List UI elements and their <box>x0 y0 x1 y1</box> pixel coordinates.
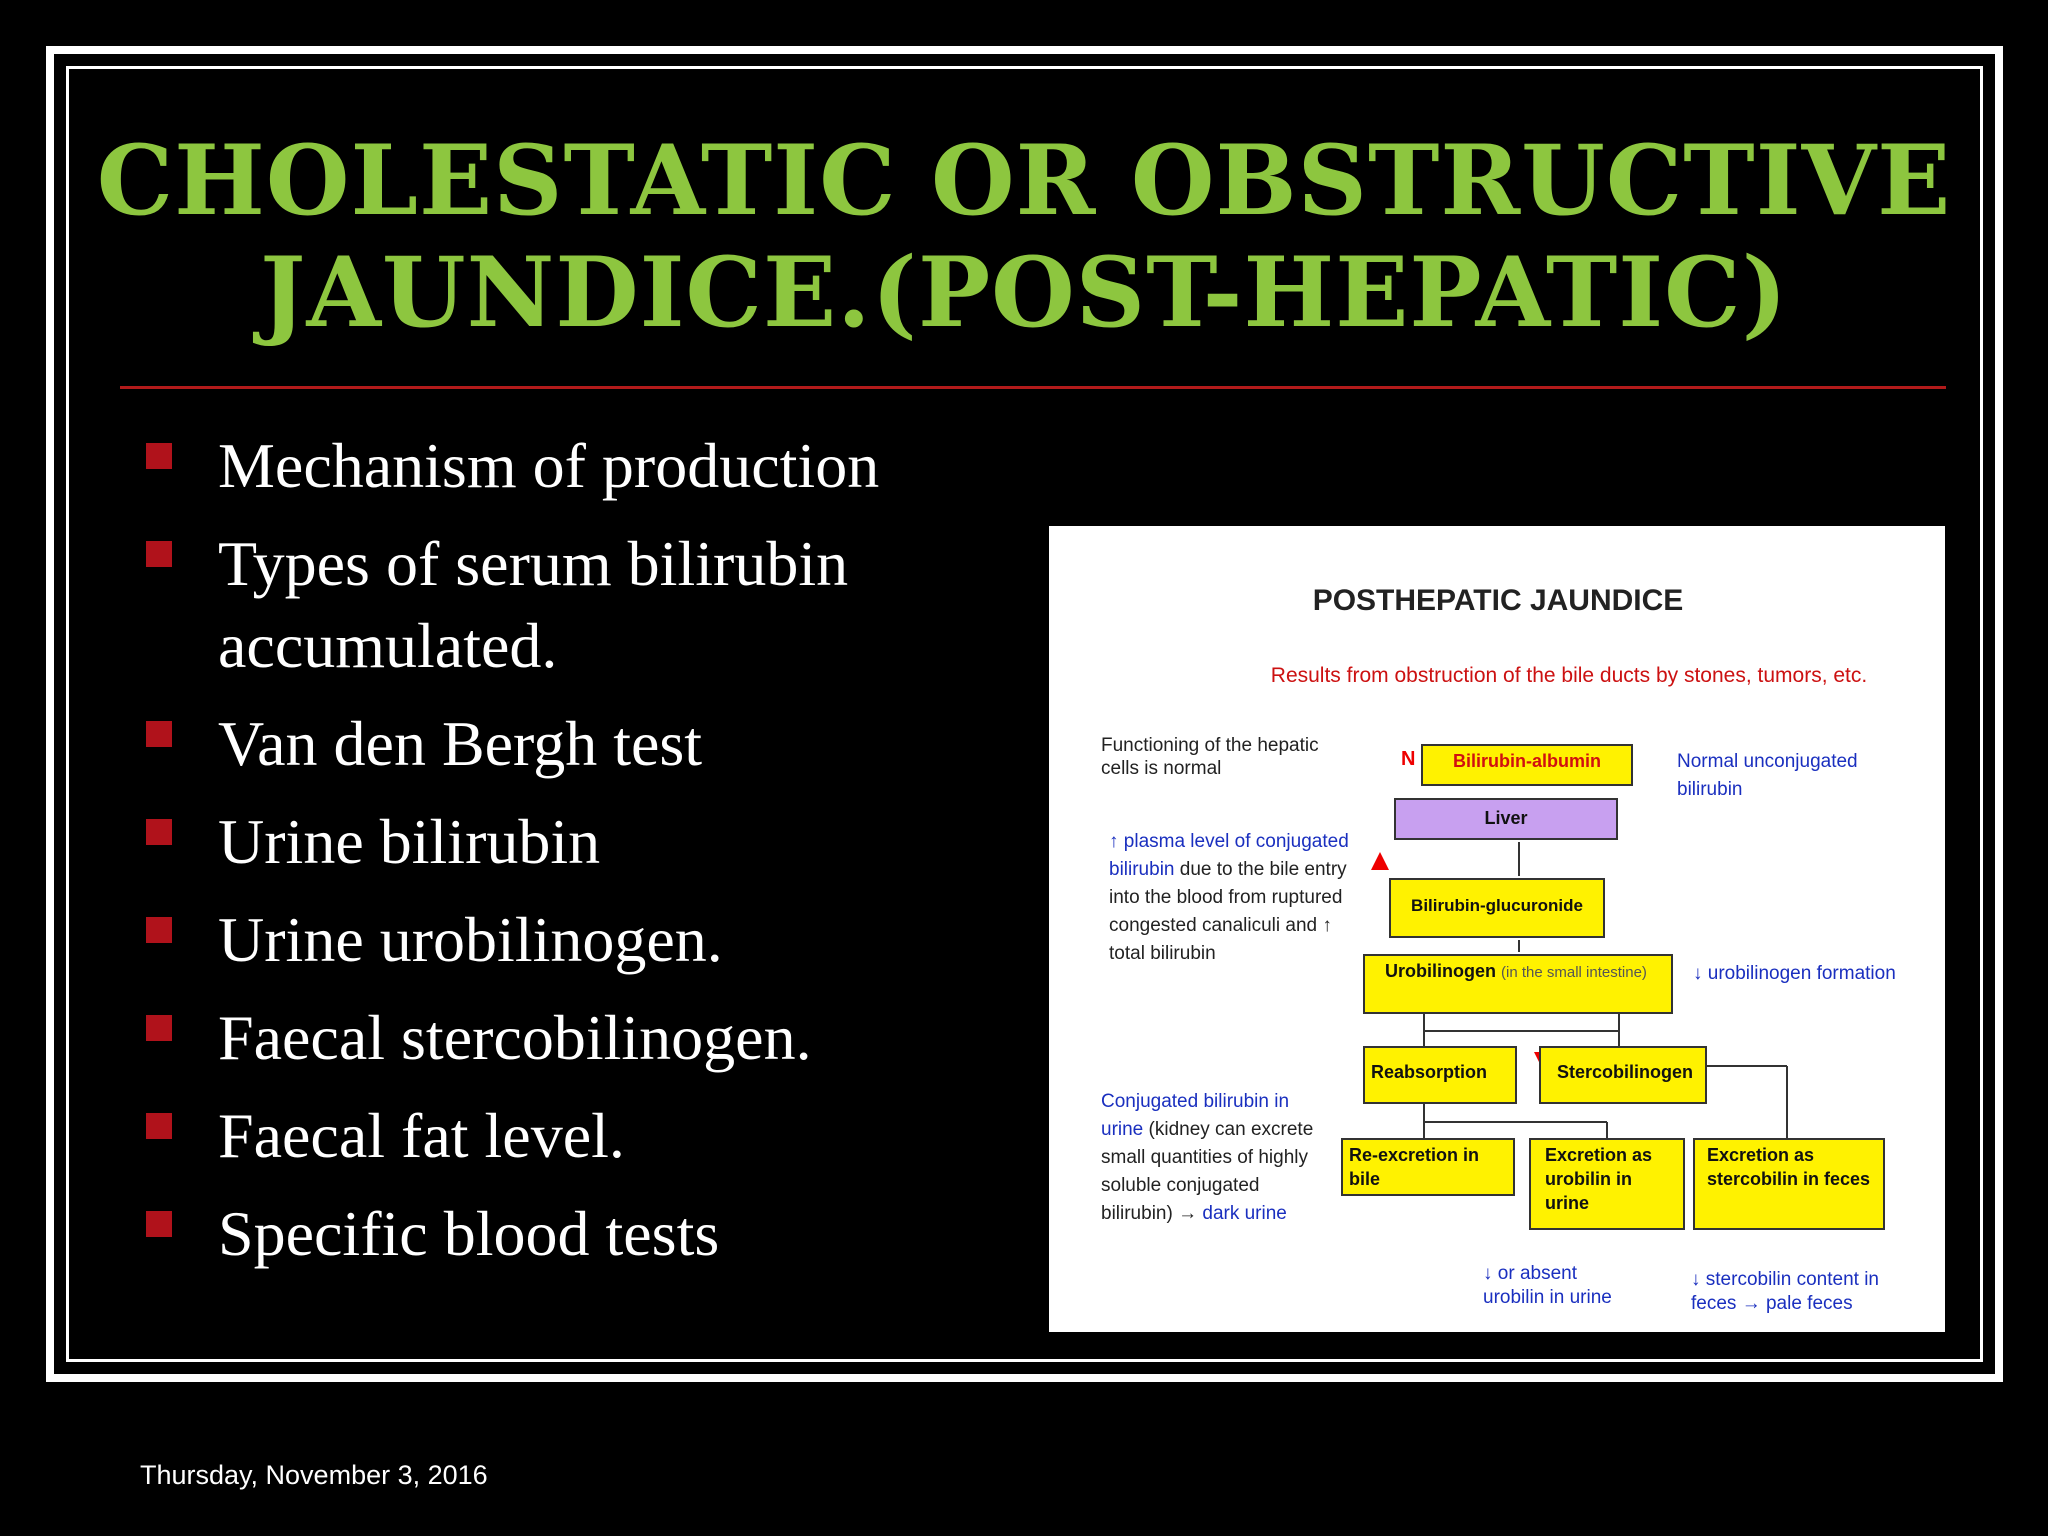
bullet-item <box>140 1095 1020 1177</box>
posthepatic-jaundice-figure <box>1049 526 1945 1332</box>
footer-date: Thursday, November 3, 2016 <box>140 1460 488 1490</box>
bullet-square-icon <box>146 1015 172 1041</box>
note-plasma-level <box>1109 828 1359 968</box>
slide-title-line-1: CHOLESTATIC OR OBSTRUCTIVE <box>96 124 1952 237</box>
bullet-text: Faecal fat level. <box>218 1100 625 1171</box>
note-normal-unconjugated: Normal unconjugated bilirubin <box>1677 751 1858 800</box>
bullet-square-icon <box>146 541 172 567</box>
bullet-square-icon <box>146 1211 172 1237</box>
note-urine-bilirubin-text: (kidney can excrete small quantities of highly soluble conjugated bilirubin) → <box>1101 1119 1314 1224</box>
box-bilirubin-glucuronide: Bilirubin-glucuronide <box>1389 878 1605 938</box>
bullet-square-icon <box>146 917 172 943</box>
bullet-square-icon <box>146 721 172 747</box>
bullet-item <box>140 703 1020 785</box>
note-urine-bilirubin-highlight: Conjugated bilirubin in urine <box>1101 1091 1290 1140</box>
normal-marker: N <box>1401 748 1416 770</box>
note-dark-urine: dark urine <box>1202 1203 1287 1224</box>
figure-subtitle: Results from obstruction of the bile ducts by stones, tumors, etc. <box>1270 664 1868 687</box>
box-bilirubin-albumin: Bilirubin-albumin <box>1421 744 1633 786</box>
note-stercobilin-feces: ↓ stercobilin content in feces → pale feces <box>1691 1269 1879 1314</box>
bullet-text: Urine urobilinogen. <box>218 904 723 975</box>
bullet-item <box>140 425 1020 507</box>
bullet-text: Urine bilirubin <box>218 806 601 877</box>
bullet-item <box>140 997 1020 1079</box>
bullet-item <box>140 801 1020 883</box>
box-reabsorption: Reabsorption <box>1363 1046 1517 1104</box>
box-reexcretion-bile: Re-excretion in bile <box>1341 1138 1515 1196</box>
box-excretion-urobilin-urine: Excretion as urobilin in urine <box>1529 1138 1685 1230</box>
box-excretion-stercobilin-feces: Excretion as stercobilin in feces <box>1693 1138 1885 1230</box>
bullet-text: Faecal stercobilinogen. <box>218 1002 812 1073</box>
note-plasma-level-text: due to the bile entry into the blood from ruptured congested canaliculi and ↑ total bilirubin <box>1109 859 1347 964</box>
box-urobilinogen-note: (in the small intestine) <box>1501 964 1647 981</box>
bullet-text: Van den Bergh test <box>218 708 703 779</box>
bullet-text: Mechanism of production <box>218 430 880 501</box>
bullet-list <box>140 425 1020 1291</box>
slide-title-line-2: JAUNDICE.(POST-HEPATIC) <box>260 236 1788 349</box>
note-urobilin-urine: ↓ or absent urobilin in urine <box>1483 1263 1612 1308</box>
slide-title <box>90 125 1958 349</box>
box-urobilinogen-label: Urobilinogen <box>1385 961 1496 981</box>
bullet-square-icon <box>146 819 172 845</box>
box-liver: Liver <box>1394 798 1618 840</box>
note-urine-bilirubin <box>1101 1088 1331 1228</box>
bullet-text: Specific blood tests <box>218 1198 720 1269</box>
bullet-text: Types of serum bilirubin accumulated. <box>218 528 849 681</box>
note-hepatic-cells: Functioning of the hepatic cells is normal <box>1101 735 1319 779</box>
bullet-item <box>140 899 1020 981</box>
note-plasma-level-highlight: ↑ plasma level of conjugated bilirubin <box>1109 831 1349 880</box>
bullet-item <box>140 1193 1020 1275</box>
increase-arrow-icon <box>1371 852 1389 870</box>
figure-title: POSTHEPATIC JAUNDICE <box>1312 584 1684 617</box>
title-divider <box>120 386 1946 389</box>
bullet-item <box>140 523 858 687</box>
note-urobilinogen-formation: ↓ urobilinogen formation <box>1693 963 1896 984</box>
box-urobilinogen <box>1363 954 1673 1014</box>
bullet-square-icon <box>146 443 172 469</box>
bullet-square-icon <box>146 1113 172 1139</box>
box-stercobilinogen: Stercobilinogen <box>1539 1046 1707 1104</box>
